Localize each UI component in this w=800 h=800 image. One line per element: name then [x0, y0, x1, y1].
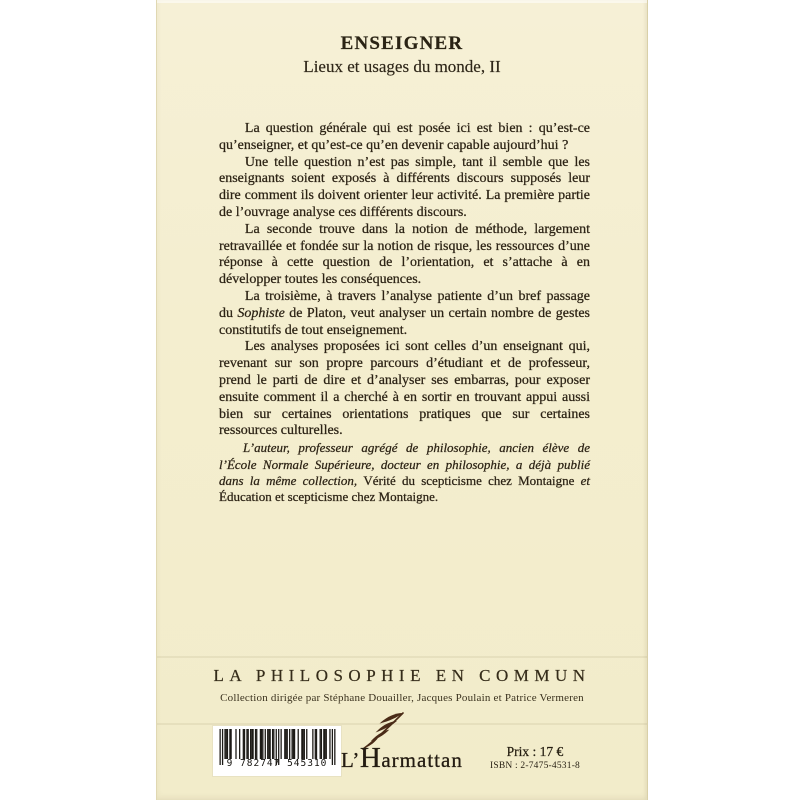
publisher-suffix: armattan	[381, 748, 463, 772]
price: Prix : 17 €	[506, 744, 564, 759]
book-back-cover	[156, 0, 648, 800]
paragraph-4-pre: La troisième, à travers l’analyse patiente d’un bref passage du	[219, 288, 590, 321]
book-title: ENSEIGNER	[340, 33, 464, 54]
author-note-intro: L’auteur, professeur agrégé de philosophie, ancien élève de l’École Normale Supérieure, docteur en philosophie, a déjà publié dans la même collection,	[219, 440, 590, 488]
paper-crease-upper	[157, 656, 647, 658]
paragraph-4	[219, 289, 590, 339]
back-cover-text	[219, 121, 590, 506]
paragraph-2: Une telle question n’est pas simple, tant il semble que les enseignants soient exposés à différents discours supposés leur dire comment ils doivent orienter leur activité. La première partie de l’ouvrage analyse ces différents discours.	[219, 154, 590, 220]
publisher-name	[341, 742, 463, 775]
price-block	[477, 744, 593, 771]
author-note-connector: et	[574, 472, 591, 488]
barcode	[213, 726, 341, 776]
book-subtitle: Lieux et usages du monde, II	[303, 57, 501, 76]
publisher-logo	[341, 710, 491, 782]
paragraph-5: Les analyses proposées ici sont celles d’un enseignant qui, revenant sur son propre parcours d’étudiant et de professeur, prend le parti de dire et d’analyser ses embarras, pour exposer ensuite comment il a cherché à en sortir en trouvant appui aussi bien sur certaines orientations pratiques que sur certaines ressources culturelles.	[219, 339, 590, 439]
paragraph-1: La question générale qui est posée ici est bien : qu’est-ce qu’enseigner, et qu’est-ce qu’en devenir capable aujourd’hui ?	[219, 121, 590, 153]
isbn: ISBN : 2-7475-4531-8	[489, 761, 581, 771]
paragraph-4-work-title: Sophiste	[237, 305, 285, 321]
collection-name: LA PHILOSOPHIE EN COMMUN	[213, 666, 591, 685]
author-work-2: Éducation et scepticisme chez Montaigne.	[219, 489, 439, 505]
title-block	[157, 33, 647, 77]
collection-block	[157, 666, 647, 704]
author-work-1: Vérité du scepticisme chez Montaigne	[363, 472, 575, 488]
author-note	[219, 440, 590, 506]
paragraph-3: La seconde trouve dans la notion de méthode, largement retravaillée et fondée sur la notion de risque, les ressources d’une réponse à cette question de l’orientation, et s’attache à en développer toutes les conséquences.	[219, 221, 590, 288]
publisher-prefix: L’	[341, 748, 360, 772]
barcode-digits: 9 782747 545310	[226, 758, 328, 769]
publisher-initial: H	[359, 742, 382, 774]
paragraph-4-post: de Platon, veut analyser un certain nombre de gestes constitutifs de tout enseignement.	[219, 305, 591, 338]
collection-directors: Collection dirigée par Stéphane Douailler, Jacques Poulain et Patrice Vermeren	[220, 692, 584, 704]
